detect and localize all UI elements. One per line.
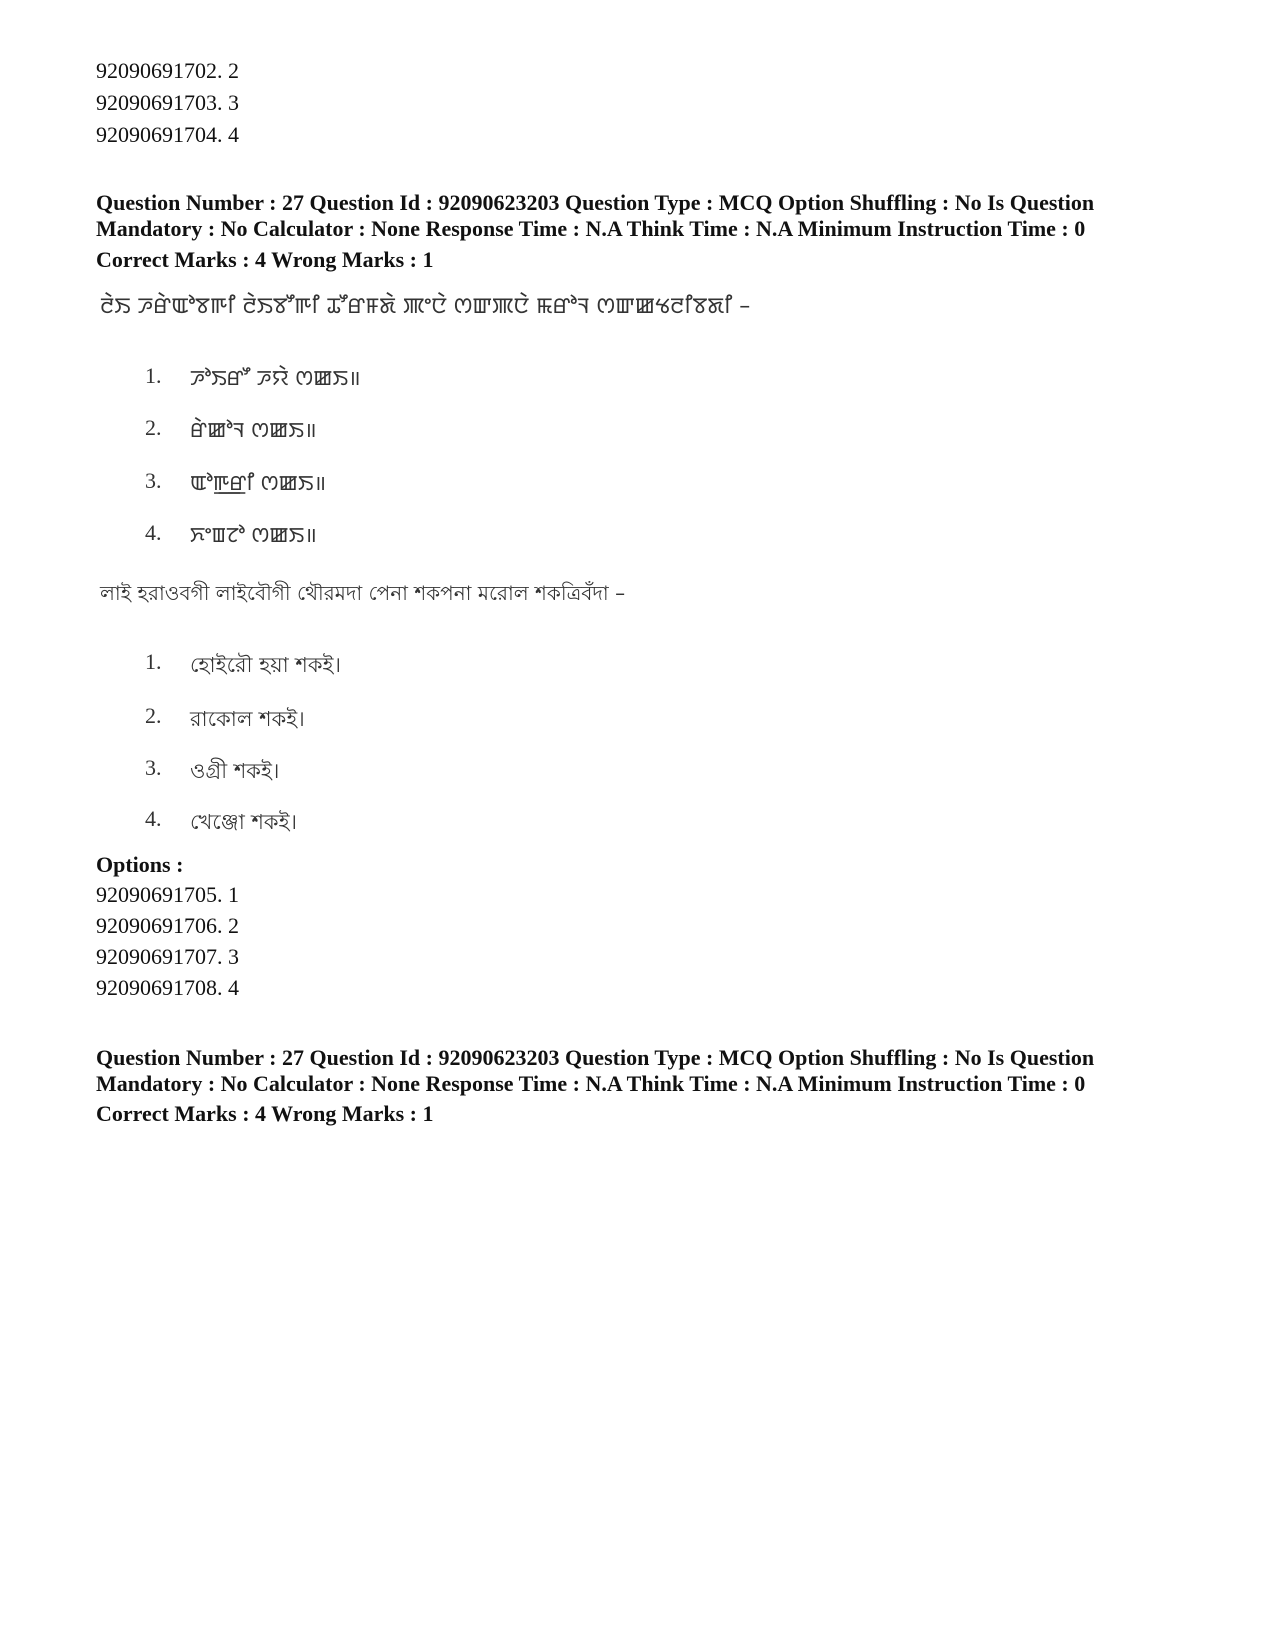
option-id-line: 92090691707. 3 bbox=[96, 944, 239, 969]
choice-number: 3. bbox=[145, 468, 162, 493]
question-prompt-bengali: লাই হরাওবগী লাইবৌগী থৌরমদা পেনা শকপনা মরোল শকত্রিবঁদা – bbox=[100, 581, 626, 605]
choice-number: 1. bbox=[145, 363, 162, 388]
choice-text-meitei: ꯍꯣꯏꯔꯧ ꯍꯌꯥ ꯁꯀꯏ॥ bbox=[190, 366, 361, 390]
option-id-line: 92090691704. 4 bbox=[96, 122, 239, 147]
choice-text-bengali: খেঞ্জো শকই। bbox=[190, 810, 298, 834]
choice-number: 2. bbox=[145, 703, 162, 728]
choice-text-meitei: ꯑꯣꯒ꯭ꯔꯤ ꯁꯀꯏ॥ bbox=[190, 471, 327, 495]
choice-text-meitei: ꯈꯦꯡꯖꯣ ꯁꯀꯏ॥ bbox=[190, 523, 317, 547]
choice-number: 4. bbox=[145, 520, 162, 545]
option-id-line: 92090691708. 4 bbox=[96, 975, 239, 1000]
question-prompt-meitei: ꯂꯥꯏ ꯍꯔꯥꯑꯣꯕꯒꯤ ꯂꯥꯏꯕꯧꯒꯤ ꯊꯧꯔꯝꯗꯥ ꯄꯦꯅꯥ ꯁꯛꯄꯅꯥ ꯃꯔꯣꯜ ꯁꯛꯀꯠꯂꯤꯕꯗꯤ – bbox=[100, 294, 751, 319]
option-id-line: 92090691705. 1 bbox=[96, 882, 239, 907]
options-label: Options : bbox=[96, 852, 184, 877]
question-meta-line-2: Mandatory : No Calculator : None Response Time : N.A Think Time : N.A Minimum Instruction Time : 0 bbox=[96, 216, 1086, 241]
question-meta-line-2: Mandatory : No Calculator : None Response Time : N.A Think Time : N.A Minimum Instruction Time : 0 bbox=[96, 1071, 1086, 1096]
question-marks-line: Correct Marks : 4 Wrong Marks : 1 bbox=[96, 1101, 434, 1126]
choice-text-meitei: ꯔꯥꯀꯣꯜ ꯁꯀꯏ॥ bbox=[190, 418, 317, 442]
option-id-line: 92090691706. 2 bbox=[96, 913, 239, 938]
choice-text-bengali: হোইরৌ হয়া শকই। bbox=[190, 653, 341, 677]
choice-text-bengali: ওগ্রী শকই। bbox=[190, 759, 280, 783]
question-meta-line-1: Question Number : 27 Question Id : 92090623203 Question Type : MCQ Option Shuffling : No Is Question bbox=[96, 1045, 1095, 1070]
choice-text-bengali: রাকোল শকই। bbox=[190, 707, 305, 731]
choice-number: 3. bbox=[145, 755, 162, 780]
choice-number: 1. bbox=[145, 649, 162, 674]
option-id-line: 92090691703. 3 bbox=[96, 90, 239, 115]
choice-number: 2. bbox=[145, 415, 162, 440]
option-id-line: 92090691702. 2 bbox=[96, 58, 239, 83]
question-meta-line-1: Question Number : 27 Question Id : 92090623203 Question Type : MCQ Option Shuffling : No Is Question bbox=[96, 190, 1095, 215]
choice-number: 4. bbox=[145, 806, 162, 831]
question-marks-line: Correct Marks : 4 Wrong Marks : 1 bbox=[96, 247, 434, 272]
